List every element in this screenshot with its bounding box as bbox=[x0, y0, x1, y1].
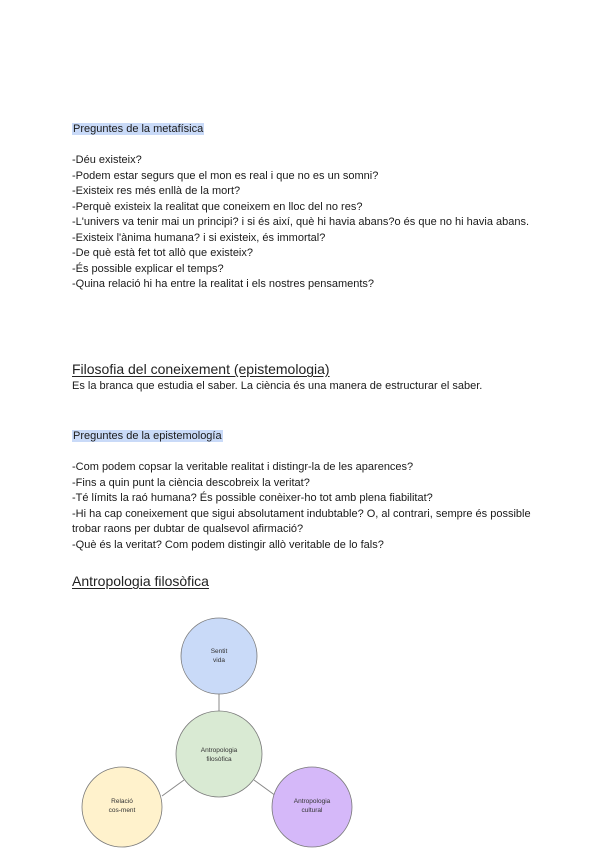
list-item: -Què és la veritat? Com podem distingir allò veritable de lo fals? bbox=[72, 538, 384, 551]
epistemology-questions bbox=[72, 460, 532, 553]
node-top-shape bbox=[181, 618, 257, 694]
metaphysics-heading-text: Preguntes de la metafísica bbox=[73, 123, 204, 135]
node-antropologia-filosofica bbox=[176, 711, 262, 797]
list-item: -L'univers va tenir mai un principi? i si és així, què hi havia abans?o és que no hi havia abans. bbox=[72, 216, 530, 228]
node-left-line2: cos-ment bbox=[108, 807, 136, 814]
epistemology-heading bbox=[72, 429, 223, 443]
node-top-line1: Sentit bbox=[210, 648, 228, 655]
list-item: -Quina relació hi ha entre la realitat i els nostres pensaments? bbox=[72, 278, 375, 290]
anthropology-diagram bbox=[0, 600, 600, 848]
node-antropologia-cultural bbox=[272, 767, 352, 847]
connector-right bbox=[254, 780, 276, 796]
list-item: -Hi ha cap coneixement que sigui absolutament indubtable? O, al contrari, sempre és possible trobar raons per dubtar de qualsevol afirmació? bbox=[72, 507, 531, 535]
connector-left bbox=[162, 780, 184, 796]
list-item: -Podem estar segurs que el mon es real i que no es un somni? bbox=[72, 169, 379, 182]
list-item: -Té límits la raó humana? És possible conèixer-ho tot amb plena fiabilitat? bbox=[72, 492, 433, 504]
epistemology-heading-text: Preguntes de la epistemología bbox=[73, 430, 222, 442]
metaphysics-heading bbox=[72, 122, 204, 136]
node-sentit-vida bbox=[181, 618, 257, 694]
node-top-line2: vida bbox=[213, 657, 225, 664]
list-item: -Existeix l'ànima humana? i si existeix, és immortal? bbox=[72, 231, 326, 244]
list-item: -Existeix res més enllà de la mort? bbox=[72, 185, 241, 197]
list-item: -De què està fet tot allò que existeix? bbox=[72, 247, 253, 259]
node-center-line2: filosòfica bbox=[206, 756, 232, 763]
list-item: -És possible explicar el temps? bbox=[72, 262, 224, 275]
node-center-line1: Antropologia bbox=[200, 747, 238, 754]
epistemology-title: Filosofia del coneixement (epistemologia) bbox=[72, 361, 330, 377]
node-right-line1: Antropologia bbox=[293, 798, 331, 805]
list-item: -Com podem copsar la veritable realitat i distingr-la de les aparences? bbox=[72, 461, 414, 473]
list-item: -Perquè existeix la realitat que coneixem en lloc del no res? bbox=[72, 200, 363, 213]
anthropology-title: Antropologia filosòfica bbox=[72, 573, 209, 589]
metaphysics-questions bbox=[72, 153, 532, 293]
node-left-line1: Relació bbox=[111, 798, 133, 805]
node-relacio-cos-ment bbox=[82, 767, 162, 847]
node-center-shape bbox=[176, 711, 262, 797]
list-item: -Déu existeix? bbox=[72, 154, 142, 166]
epistemology-description: Es la branca que estudia el saber. La ciència és una manera de estructurar el saber. bbox=[72, 380, 483, 392]
list-item: -Fins a quin punt la ciència descobreix la veritat? bbox=[72, 476, 310, 489]
node-right-line2: cultural bbox=[301, 807, 323, 814]
